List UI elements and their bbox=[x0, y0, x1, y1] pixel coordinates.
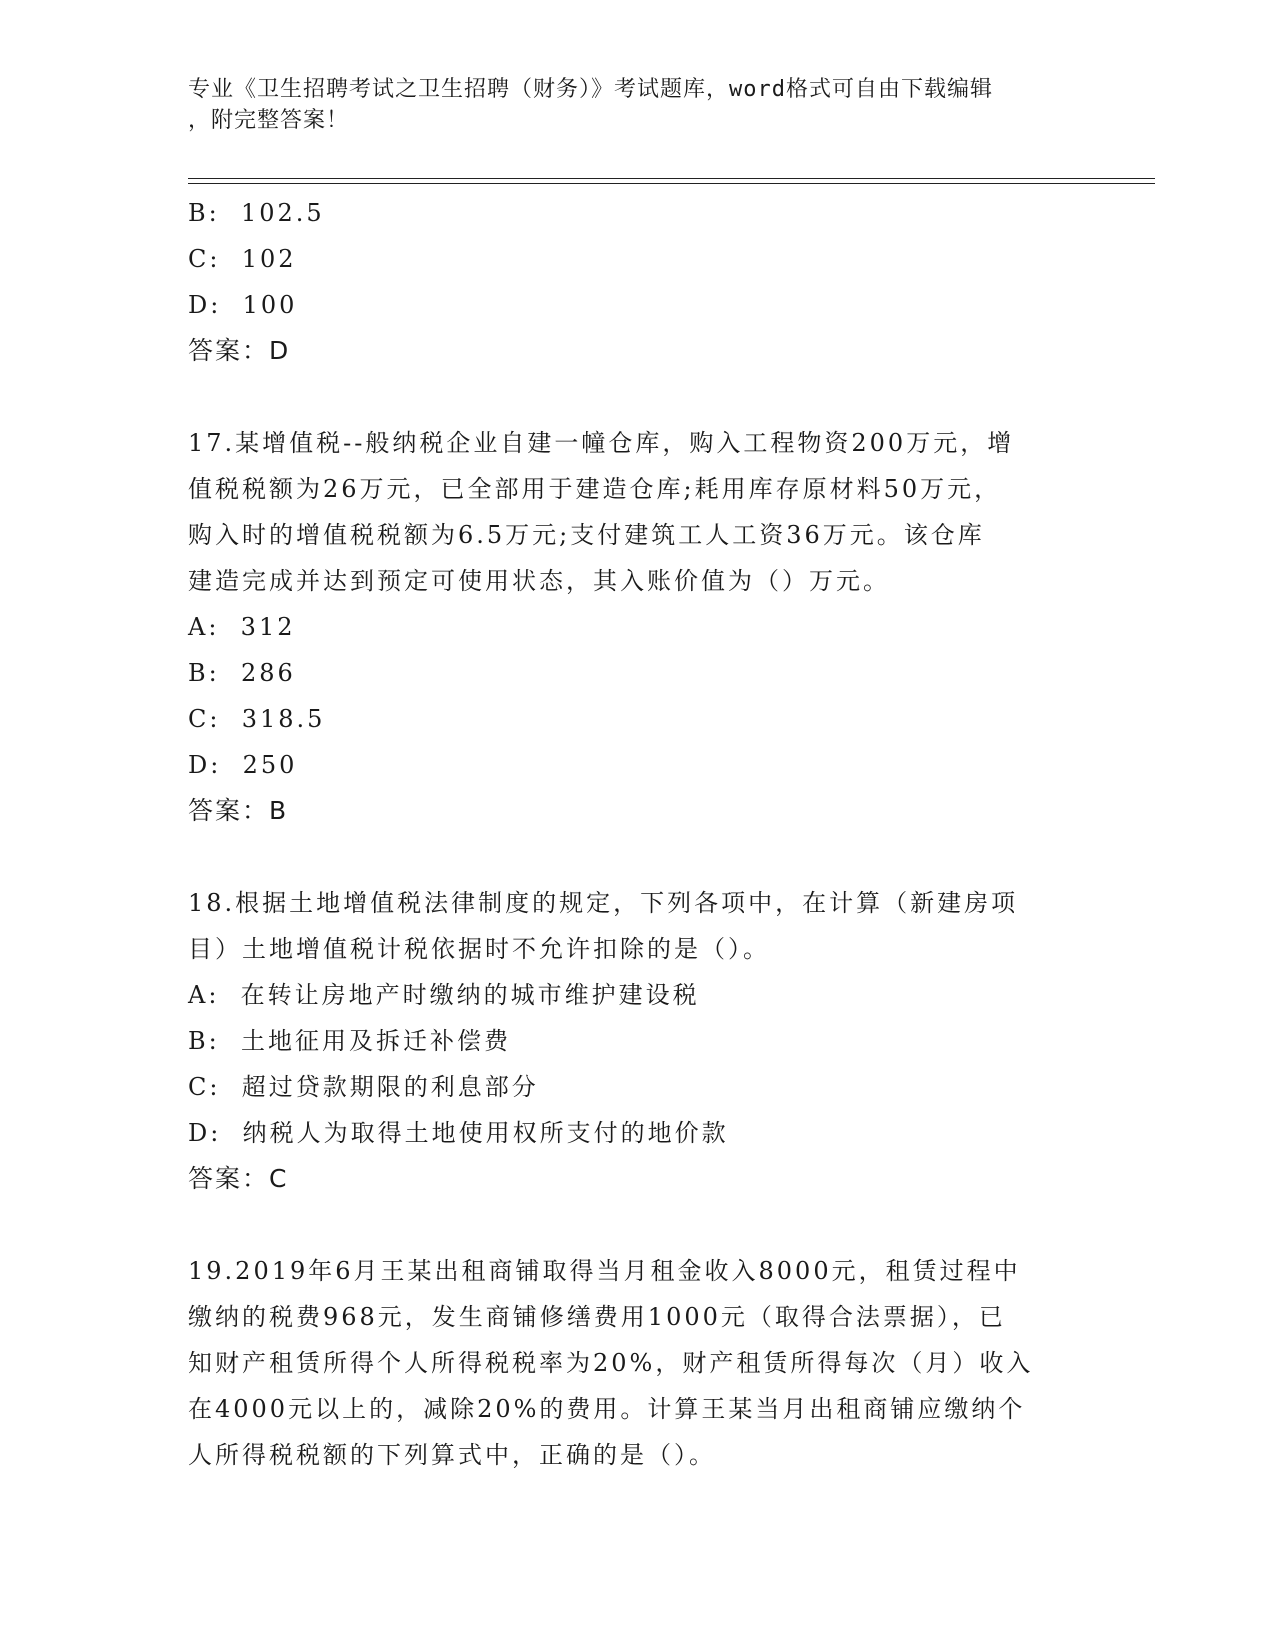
option-c: C: 102 bbox=[188, 245, 297, 273]
option-c: C: 318.5 bbox=[188, 705, 326, 733]
option-b: B: 土地征用及拆迁补偿费 bbox=[188, 1027, 511, 1055]
document-header bbox=[188, 74, 1088, 136]
question-content bbox=[188, 190, 1088, 1478]
option-b: B: 286 bbox=[188, 659, 296, 687]
question-line: 在4000元以上的，减除20%的费用。计算王某当月出租商铺应缴纳个 bbox=[188, 1395, 1026, 1423]
question-line: 17.某增值税--般纳税企业自建一幢仓库，购入工程物资200万元，增 bbox=[188, 429, 1015, 457]
question-18 bbox=[188, 880, 1088, 1202]
header-line-2: ，附完整答案！ bbox=[188, 108, 350, 133]
question-line: 值税税额为26万元，已全部用于建造仓库;耗用库存原材料50万元， bbox=[188, 475, 1002, 503]
question-16 bbox=[188, 190, 1088, 374]
option-a: A: 在转让房地产时缴纳的城市维护建设税 bbox=[188, 981, 700, 1009]
question-line: 购入时的增值税税额为6.5万元;支付建筑工人工资36万元。该仓库 bbox=[188, 521, 985, 549]
answer: 答案：D bbox=[188, 336, 291, 365]
option-b: B: 102.5 bbox=[188, 199, 325, 227]
question-line: 知财产租赁所得个人所得税税率为20%，财产租赁所得每次（月）收入 bbox=[188, 1349, 1034, 1377]
option-d: D: 100 bbox=[188, 291, 298, 319]
question-text bbox=[188, 1248, 1088, 1478]
question-line: 18.根据土地增值税法律制度的规定，下列各项中，在计算（新建房项 bbox=[188, 889, 1019, 917]
header-divider-top bbox=[188, 178, 1155, 179]
option-d: D: 250 bbox=[188, 751, 298, 779]
answer: 答案：C bbox=[188, 1164, 289, 1193]
question-17 bbox=[188, 420, 1088, 834]
question-line: 目）土地增值税计税依据时不允许扣除的是（）。 bbox=[188, 935, 770, 963]
question-line: 缴纳的税费968元，发生商铺修缮费用1000元（取得合法票据），已 bbox=[188, 1303, 1006, 1331]
header-line-1: 专业《卫生招聘考试之卫生招聘（财务）》考试题库，word格式可自由下载编辑 bbox=[188, 77, 993, 102]
question-line: 人所得税税额的下列算式中，正确的是（）。 bbox=[188, 1441, 716, 1469]
question-line: 建造完成并达到预定可使用状态，其入账价值为（）万元。 bbox=[188, 567, 890, 595]
question-text bbox=[188, 880, 1088, 972]
answer: 答案：B bbox=[188, 796, 289, 825]
question-text bbox=[188, 420, 1088, 604]
question-19 bbox=[188, 1248, 1088, 1478]
question-line: 19.2019年6月王某出租商铺取得当月租金收入8000元，租赁过程中 bbox=[188, 1257, 1021, 1285]
option-c: C: 超过贷款期限的利息部分 bbox=[188, 1073, 539, 1101]
header-divider-bottom bbox=[188, 183, 1155, 184]
option-d: D: 纳税人为取得土地使用权所支付的地价款 bbox=[188, 1119, 729, 1147]
option-a: A: 312 bbox=[188, 613, 296, 641]
